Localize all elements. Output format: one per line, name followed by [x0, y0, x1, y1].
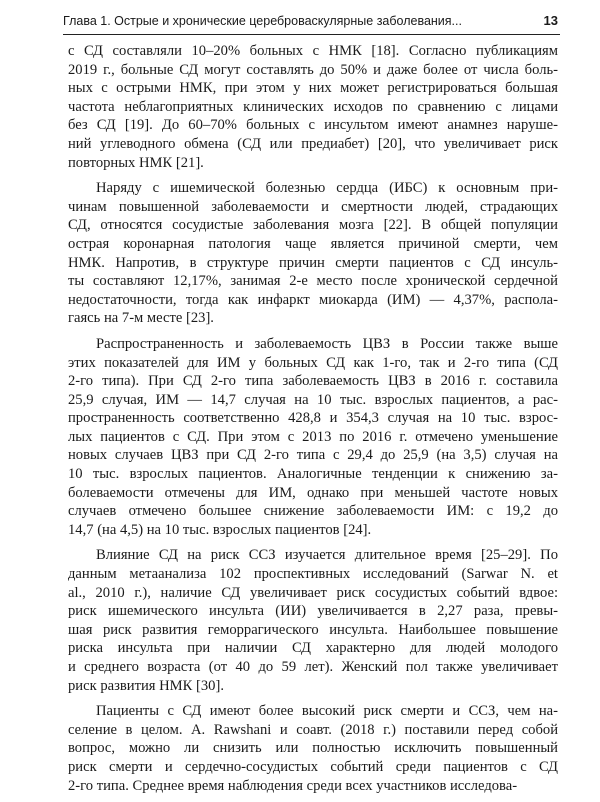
text-line: чинам повышенной заболеваемости и смертности людей, страдающих — [68, 198, 558, 215]
paragraph — [68, 335, 558, 540]
text-line: риск развития НМК [30]. — [68, 677, 224, 694]
text-line: НМК. Напротив, в структуре причин смерти пациентов с СД инсуль- — [68, 254, 558, 271]
paragraph — [68, 702, 558, 795]
text-line: риск ишемического инсульта (ИИ) увеличивается в 2,27 раза, превы- — [68, 603, 558, 620]
running-header — [63, 12, 560, 35]
text-line: Пациенты с СД имеют более высокий риск смерти и ССЗ, чем на- — [96, 703, 558, 720]
text-line: al., 2010 г.), наличие СД увеличивает риск сосудистых событий вдвое: — [68, 584, 558, 601]
text-line: 2019 г., больные СД могут составлять до 50% и даже более от числа боль- — [68, 61, 558, 78]
text-line: случаев отмечено большее снижение заболеваемости ИМ: с 19,2 до — [68, 503, 558, 520]
text-line: данным метаанализа 102 проспективных исследований (Sarwar N. et — [68, 566, 558, 583]
text-line: с СД составляли 10–20% больных с НМК [18]. Согласно публикациям — [68, 43, 558, 59]
text-line: лых пациентов с СД. При этом с 2013 по 2016 г. отмечено уменьшение — [68, 428, 558, 445]
text-line: 2-го типа. Среднее время наблюдения среди всех участников исследова- — [68, 777, 518, 794]
text-line: болеваемости отмечены для ИМ, однако при меньшей частоте новых — [68, 484, 558, 501]
text-line: без СД [19]. До 60–70% больных с инсультом имеют анамнез наруше- — [68, 117, 558, 134]
page-number: 13 — [543, 13, 558, 28]
paragraph — [68, 42, 558, 172]
text-line: Распространенность и заболеваемость ЦВЗ в России также выше — [96, 335, 558, 352]
text-line: Наряду с ишемической болезнью сердца (ИБС) к основным при- — [96, 180, 558, 197]
text-line: новых случаев ЦВЗ при СД 2-го типа с 29,4 до 25,9 (на 3,5) случая на — [68, 447, 558, 464]
text-line: Влияние СД на риск ССЗ изучается длительное время [25–29]. По — [96, 547, 558, 564]
text-line: ты составляют 12,17%, занимая 2-е место после хронической сердечной — [68, 273, 558, 290]
text-line: частота неблагоприятных клинических исходов по сравнению с лицами — [68, 98, 558, 115]
text-line: и среднего возраста (от 40 до 59 лет). Женский пол также увеличивает — [68, 659, 558, 675]
text-line: пространенность соответственно 428,8 и 354,3 случая на 10 тыс. взрос- — [68, 410, 558, 427]
text-line: 10 тыс. взрослых пациентов. Аналогичные тенденции к снижению за- — [68, 466, 558, 483]
text-line: шая риск развития геморрагического инсульта. Наибольшее повышение — [68, 621, 558, 638]
text-line: острая коронарная патология чаще является причиной смерти, чем — [68, 235, 558, 252]
text-line: 2-го типа). При СД 2-го типа заболеваемость ЦВЗ в 2016 г. составила — [68, 373, 558, 390]
text-line: СД, относятся сосудистые заболевания мозга [22]. В общей популяции — [68, 217, 558, 234]
paragraph — [68, 546, 558, 695]
text-line: вопрос, можно ли снизить или полностью исключить повышенный — [68, 740, 558, 757]
text-line: ных с острыми НМК, при этом у них может регистрироваться большая — [68, 80, 558, 97]
text-line: гаясь на 7-м месте [23]. — [68, 310, 214, 327]
text-line: 14,7 (на 4,5) на 10 тыс. взрослых пациентов [24]. — [68, 521, 372, 538]
text-line: риска инсульта при наличии СД характерно для людей молодого — [68, 640, 558, 657]
paragraph — [68, 179, 558, 328]
page-body — [68, 42, 558, 802]
text-line: повторных НМК [21]. — [68, 154, 204, 171]
text-line: селение в целом. A. Rawshani и соавт. (2018 г.) поставили перед собой — [68, 721, 558, 738]
text-line: недостаточности, тогда как инфаркт миокарда (ИМ) — 4,37%, распола- — [68, 291, 558, 308]
text-line: 25,9 случая, ИМ — 14,7 случая на 10 тыс. взрослых пациентов, а рас- — [68, 391, 558, 408]
chapter-title: Глава 1. Острые и хронические цереброваскулярные заболевания... — [63, 14, 462, 28]
text-line: этих показателей для ИМ у больных СД как 1-го, так и 2-го типа (СД — [68, 354, 558, 371]
text-line: ний углеводного обмена (СД или предиабет) [20], что увеличивает риск — [68, 135, 558, 152]
text-line: риск смерти и сердечно-сосудистых событий среди пациентов с СД — [68, 758, 558, 775]
